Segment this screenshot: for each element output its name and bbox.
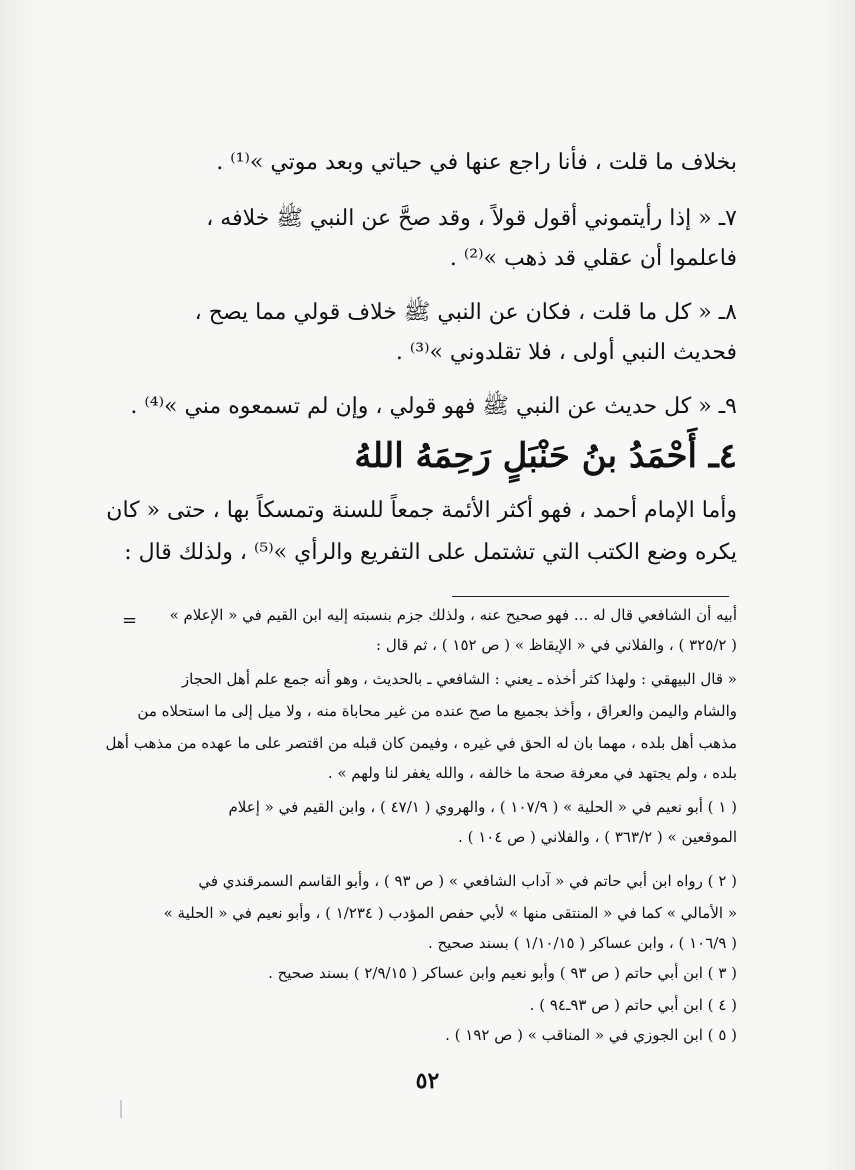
footnote-continuation-line-3: « قال البيهقي : ولهذا كثر أخذه ـ يعني : الشافعي ـ بالحديث ، وهو أنه جمع علم أهل الحجاز [181,670,737,688]
footnote-1-line-1: ( ١ ) أبو نعيم في « الحلية » ( ١٠٧/٩ ) ، والهروي ( ٤٧/١ ) ، وابن القيم في « إعلام [228,798,737,816]
main-text-line-1: بخلاف ما قلت ، فأنا راجع عنها في حياتي وبعد موتي »⁽¹⁾ . [216,150,737,175]
footnote-1-line-2: الموقعين » ( ٣٦٣/٢ ) ، والفلاني ( ص ١٠٤ ) . [458,828,737,846]
main-text-line-6: ٩ـ « كل حديث عن النبي ﷺ فهو قولي ، وإن لم تسمعوه مني »⁽⁴⁾ . [130,394,737,419]
main-text-line-2: ٧ـ « إذا رأيتموني أقول قولاً ، وقد صحَّ عن النبي ﷺ خلافه ، [206,206,737,231]
main-text-line-5: فحديث النبي أولى ، فلا تقلدوني »⁽³⁾ . [395,340,737,365]
paragraph-line-1: وأما الإمام أحمد ، فهو أكثر الأئمة جمعاً للسنة وتمسكاً بها ، حتى « كان [106,498,737,523]
section-heading: ٤ـ أَحْمَدُ بنُ حَنْبَلٍ رَحِمَهُ اللهُ [354,436,737,476]
footnote-4: ( ٤ ) ابن أبي حاتم ( ص ٩٣ـ٩٤ ) . [529,996,737,1014]
main-text-line-4: ٨ـ « كل ما قلت ، فكان عن النبي ﷺ خلاف قولي مما يصح ، [194,300,737,325]
continuation-mark: = [122,610,138,631]
footnote-continuation-line-4: والشام واليمن والعراق ، وأخذ بجميع ما صح عنده من غير محاباة منه ، ولا ميل إلى ما استحلاه من [137,702,737,720]
footnote-continuation-line-6: بلده ، ولم يجتهد في معرفة صحة ما خالفه ، والله يغفر لنا ولهم » . [327,764,737,782]
page-number: ٥٢ [415,1068,440,1094]
footnote-continuation-line-1: أبيه أن الشافعي قال له ... فهو صحيح عنه ، ولذلك جزم بنسبته إليه ابن القيم في « الإعلام » [169,606,737,624]
main-text-line-3: فاعلموا أن عقلي قد ذهب »⁽²⁾ . [449,246,737,271]
footnote-separator [452,596,729,597]
scan-artifact [120,1100,122,1118]
footnote-continuation-line-2: ( ٣٢٥/٢ ) ، والفلاني في « الإيقاظ » ( ص ١٥٢ ) ، ثم قال : [376,636,737,654]
footnote-2-line-2: « الأمالي » كما في « المنتقى منها » لأبي حفص المؤدب ( ١/٢٣٤ ) ، وأبو نعيم في « الحلية » [163,904,737,922]
footnote-3: ( ٣ ) ابن أبي حاتم ( ص ٩٣ ) وأبو نعيم وابن عساكر ( ٢/٩/١٥ ) بسند صحيح . [268,964,737,982]
footnote-5: ( ٥ ) ابن الجوزي في « المناقب » ( ص ١٩٢ ) . [445,1026,737,1044]
footnote-continuation-line-5: مذهب أهل بلده ، مهما بان له الحق في غيره ، وفيمن كان قبله من اقتصر على ما عهده من مذهب أهل [105,734,737,752]
paragraph-line-2: يكره وضع الكتب التي تشتمل على التفريع والرأي »⁽⁵⁾ ، ولذلك قال : [124,540,737,565]
footnote-2-line-1: ( ٢ ) رواه ابن أبي حاتم في « آداب الشافعي » ( ص ٩٣ ) ، وأبو القاسم السمرقندي في [198,872,737,890]
footnote-2-line-3: ( ١٠٦/٩ ) ، وابن عساكر ( ١/١٠/١٥ ) بسند صحيح . [427,934,737,952]
